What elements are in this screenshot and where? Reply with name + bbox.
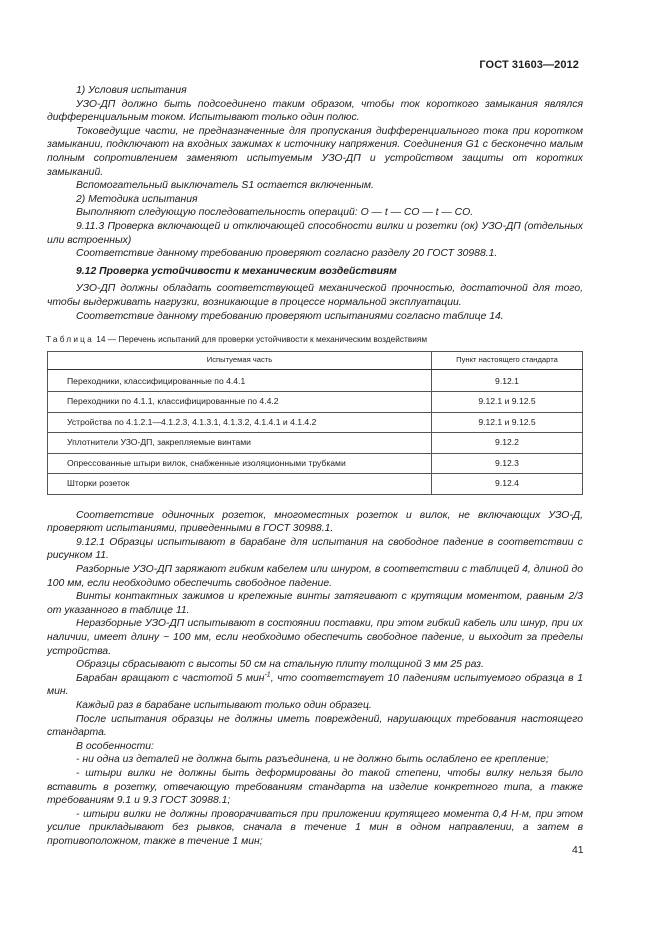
rotation-text-before: Барабан вращают с частотой 5 мин [76, 672, 265, 684]
paragraph: Неразборные УЗО-ДП испытывают в состоянии поставки, при этом гибкий кабель или шнур, при их наличии, имеет длину ~ 100 мм, если необходимо обеспечить свободное падение, и выходит за пределы устройства. [47, 618, 583, 657]
table-caption-text: 14 — Перечень испытаний для проверки устойчивости к механическим воздействиям [96, 334, 428, 345]
table-cell-clause: 9.12.1 [432, 369, 583, 392]
section-heading: 9.12 Проверка устойчивости к механическим воздействиям [76, 265, 397, 277]
rotation-superscript: -1 [264, 671, 271, 679]
table-row [48, 412, 583, 433]
paragraph: Разборные УЗО-ДП заряжают гибким кабелем или шнуром, в соответствии с таблицей 4, длиной до 100 мм, если необходимо обеспечить свободное падение. [47, 564, 583, 589]
table-cell-part: Уплотнители УЗО-ДП, закрепляемые винтами [48, 433, 432, 454]
table-caption [46, 333, 583, 347]
table-cell-part: Устройства по 4.1.2.1—4.1.2.3, 4.1.3.1, 4.1.3.2, 4.1.4.1 и 4.1.4.2 [48, 412, 432, 433]
paragraph: Выполняют следующую последовательность операций: О — t — CO — t — CO. [76, 207, 474, 219]
paragraph: 2) Методика испытания [76, 193, 198, 205]
table-row [48, 474, 583, 495]
paragraph: В особенности: [76, 740, 154, 752]
page-number: 41 [572, 845, 584, 856]
paragraph: Вспомогательный выключатель S1 остается включенным. [76, 180, 374, 192]
table-cell-part: Шторки розеток [48, 474, 432, 495]
paragraph: Токоведущие части, не предназначенные для пропускания дифференциального тока при коротком замыкании, подключают на входных зажимах к источнику напряжения. Соединения G1 с бесконечно малым полным сопротивлением заменяют испытуемым УЗО-ДП и устройством защиты от коротких замыканий. [47, 125, 583, 178]
table-cell-clause: 9.12.1 и 9.12.5 [432, 392, 583, 413]
paragraph: Каждый раз в барабане испытывают только один образец. [76, 700, 372, 711]
table-caption-label: Таблица [46, 334, 94, 345]
page-body [47, 84, 583, 849]
paragraph: Соответствие одиночных розеток, многоместных розеток и вилок, не включающих УЗО-Д, проверяют испытаниями, приведенными в ГОСТ 30988.1. [47, 509, 583, 535]
column-header-clause: Пункт настоящего стандарта [432, 351, 583, 369]
table-cell-part: Опрессованные штыри вилок, снабженные изоляционными трубками [48, 453, 432, 474]
paragraph: После испытания образцы не должны иметь повреждений, нарушающих требования настоящего стандарта. [47, 713, 583, 739]
table-cell-part: Переходники по 4.1.1, классифицированные по 4.4.2 [48, 392, 432, 413]
column-header-part: Испытуемая часть [48, 351, 432, 369]
table-cell-clause: 9.12.4 [432, 474, 583, 495]
table-header-row [48, 351, 583, 369]
table-14 [47, 351, 583, 495]
paragraph: Соответствие данному требованию проверяют испытаниями согласно таблице 14. [76, 310, 504, 322]
paragraph: Винты контактных зажимов и крепежные винты затягивают с крутящим моментом, равным 2/3 от указанного в таблице 11. [47, 591, 583, 616]
list-item: - ни одна из деталей не должна быть разъединена, и не должно быть ослаблено ее крепление; [76, 754, 549, 766]
list-item: - штыри вилки не должны проворачиваться при приложении крутящего момента 0,4 Н·м, при этом усилие прикладывают без рывков, сначала в течение 1 мин в одном направлении, а затем в противоположном, также в течение 1 мин; [47, 808, 583, 847]
document-id: ГОСТ 31603—2012 [479, 59, 579, 71]
table-cell-clause: 9.12.1 и 9.12.5 [432, 412, 583, 433]
paragraph: Соответствие данному требованию проверяют согласно разделу 20 ГОСТ 30988.1. [76, 248, 498, 260]
paragraph: УЗО-ДП должно быть подсоединено таким образом, чтобы ток короткого замыкания являлся дифференциальным током. Испытывают только один полюс. [47, 98, 583, 124]
paragraph: 9.12.1 Образцы испытывают в барабане для испытания на свободное падение в соответствии с рисунком 11. [47, 536, 583, 562]
rotation-text-after: , что соответствует 10 падениям испытуемого образца в 1 мин. [47, 672, 583, 698]
table-cell-part: Переходники, классифицированные по 4.4.1 [48, 369, 432, 392]
list-item: - штыри вилки не должны быть деформированы до такой степени, чтобы вилку нельзя было вставить в розетку, отвечающую требованиям стандарта на изделие конкретного типа, а также требованиям 9.1 и 9.3 ГОСТ 30988.1; [47, 767, 583, 807]
paragraph: 1) Условия испытания [76, 85, 187, 96]
table-cell-clause: 9.12.3 [432, 453, 583, 474]
paragraph: 9.11.3 Проверка включающей и отключающей способности вилки и розетки (ок) УЗО-ДП (отдельных или встроенных) [47, 220, 583, 246]
table-cell-clause: 9.12.2 [432, 433, 583, 454]
after-table-text [47, 509, 583, 849]
table-row [48, 453, 583, 474]
table-row [48, 433, 583, 454]
table-row [48, 392, 583, 413]
paragraph: Образцы сбрасывают с высоты 50 см на стальную плиту толщиной 3 мм 25 раз. [76, 659, 484, 671]
paragraph: УЗО-ДП должны обладать соответствующей механической прочностью, достаточной для того, чтобы выдерживать нагрузки, возникающие в процессе нормальной эксплуатации. [47, 283, 583, 308]
paragraph-rotation [47, 672, 583, 699]
table-row [48, 369, 583, 392]
